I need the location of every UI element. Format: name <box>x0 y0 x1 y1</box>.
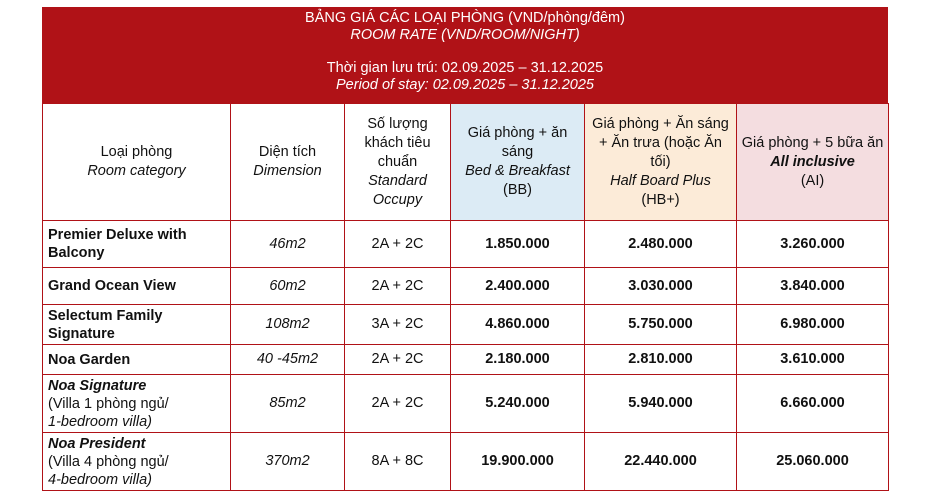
col-standard-occupy: Số lượng khách tiêu chuẩn Standard Occupy <box>345 104 451 221</box>
room-dimension: 85m2 <box>231 375 345 433</box>
price-ai: 3.260.000 <box>737 221 889 268</box>
room-dimension: 60m2 <box>231 268 345 305</box>
rate-sheet <box>42 7 888 491</box>
room-name: Grand Ocean View <box>43 268 231 305</box>
price-bb: 4.860.000 <box>451 305 585 345</box>
price-bb: 5.240.000 <box>451 375 585 433</box>
col-all-inclusive: Giá phòng + 5 bữa ăn All inclusive (AI) <box>737 104 889 221</box>
price-ai: 3.840.000 <box>737 268 889 305</box>
price-hb: 22.440.000 <box>585 433 737 491</box>
price-bb: 2.180.000 <box>451 345 585 375</box>
room-dimension: 40 -45m2 <box>231 345 345 375</box>
price-bb: 1.850.000 <box>451 221 585 268</box>
price-ai: 3.610.000 <box>737 345 889 375</box>
price-hb: 2.810.000 <box>585 345 737 375</box>
table-header <box>43 104 889 221</box>
title-en: ROOM RATE (VND/ROOM/NIGHT) <box>350 27 580 43</box>
col-room-category: Loại phòng Room category <box>43 104 231 221</box>
stay-period-en: Period of stay: 02.09.2025 – 31.12.2025 <box>336 77 594 93</box>
price-hb: 5.940.000 <box>585 375 737 433</box>
col-dimension: Diện tích Dimension <box>231 104 345 221</box>
room-name: Selectum Family Signature <box>43 305 231 345</box>
col-half-board-plus: Giá phòng + Ăn sáng + Ăn trưa (hoặc Ăn tối) Half Board Plus (HB+) <box>585 104 737 221</box>
room-occupancy: 2A + 2C <box>345 345 451 375</box>
rate-table <box>42 103 889 491</box>
room-name: Noa Garden <box>43 345 231 375</box>
room-occupancy: 2A + 2C <box>345 268 451 305</box>
stay-period-vi: Thời gian lưu trú: 02.09.2025 – 31.12.2025 <box>326 60 604 76</box>
price-bb: 19.900.000 <box>451 433 585 491</box>
room-occupancy: 8A + 8C <box>345 433 451 491</box>
price-ai: 6.980.000 <box>737 305 889 345</box>
title-banner <box>42 7 888 103</box>
price-ai: 25.060.000 <box>737 433 889 491</box>
table-row <box>43 345 889 375</box>
room-occupancy: 2A + 2C <box>345 375 451 433</box>
room-occupancy: 3A + 2C <box>345 305 451 345</box>
table-row <box>43 433 889 491</box>
room-name: Noa Signature (Villa 1 phòng ngủ/ 1-bedroom villa) <box>43 375 231 433</box>
price-hb: 5.750.000 <box>585 305 737 345</box>
col-bed-breakfast: Giá phòng + ăn sáng Bed & Breakfast (BB) <box>451 104 585 221</box>
price-hb: 3.030.000 <box>585 268 737 305</box>
room-dimension: 46m2 <box>231 221 345 268</box>
room-name: Premier Deluxe with Balcony <box>43 221 231 268</box>
table-row <box>43 221 889 268</box>
price-ai: 6.660.000 <box>737 375 889 433</box>
table-row <box>43 375 889 433</box>
table-row <box>43 305 889 345</box>
room-dimension: 108m2 <box>231 305 345 345</box>
room-dimension: 370m2 <box>231 433 345 491</box>
room-name: Noa President (Villa 4 phòng ngủ/ 4-bedroom villa) <box>43 433 231 491</box>
price-hb: 2.480.000 <box>585 221 737 268</box>
room-occupancy: 2A + 2C <box>345 221 451 268</box>
table-row <box>43 268 889 305</box>
title-vi: BẢNG GIÁ CÁC LOẠI PHÒNG (VND/phòng/đêm) <box>305 10 625 26</box>
price-bb: 2.400.000 <box>451 268 585 305</box>
